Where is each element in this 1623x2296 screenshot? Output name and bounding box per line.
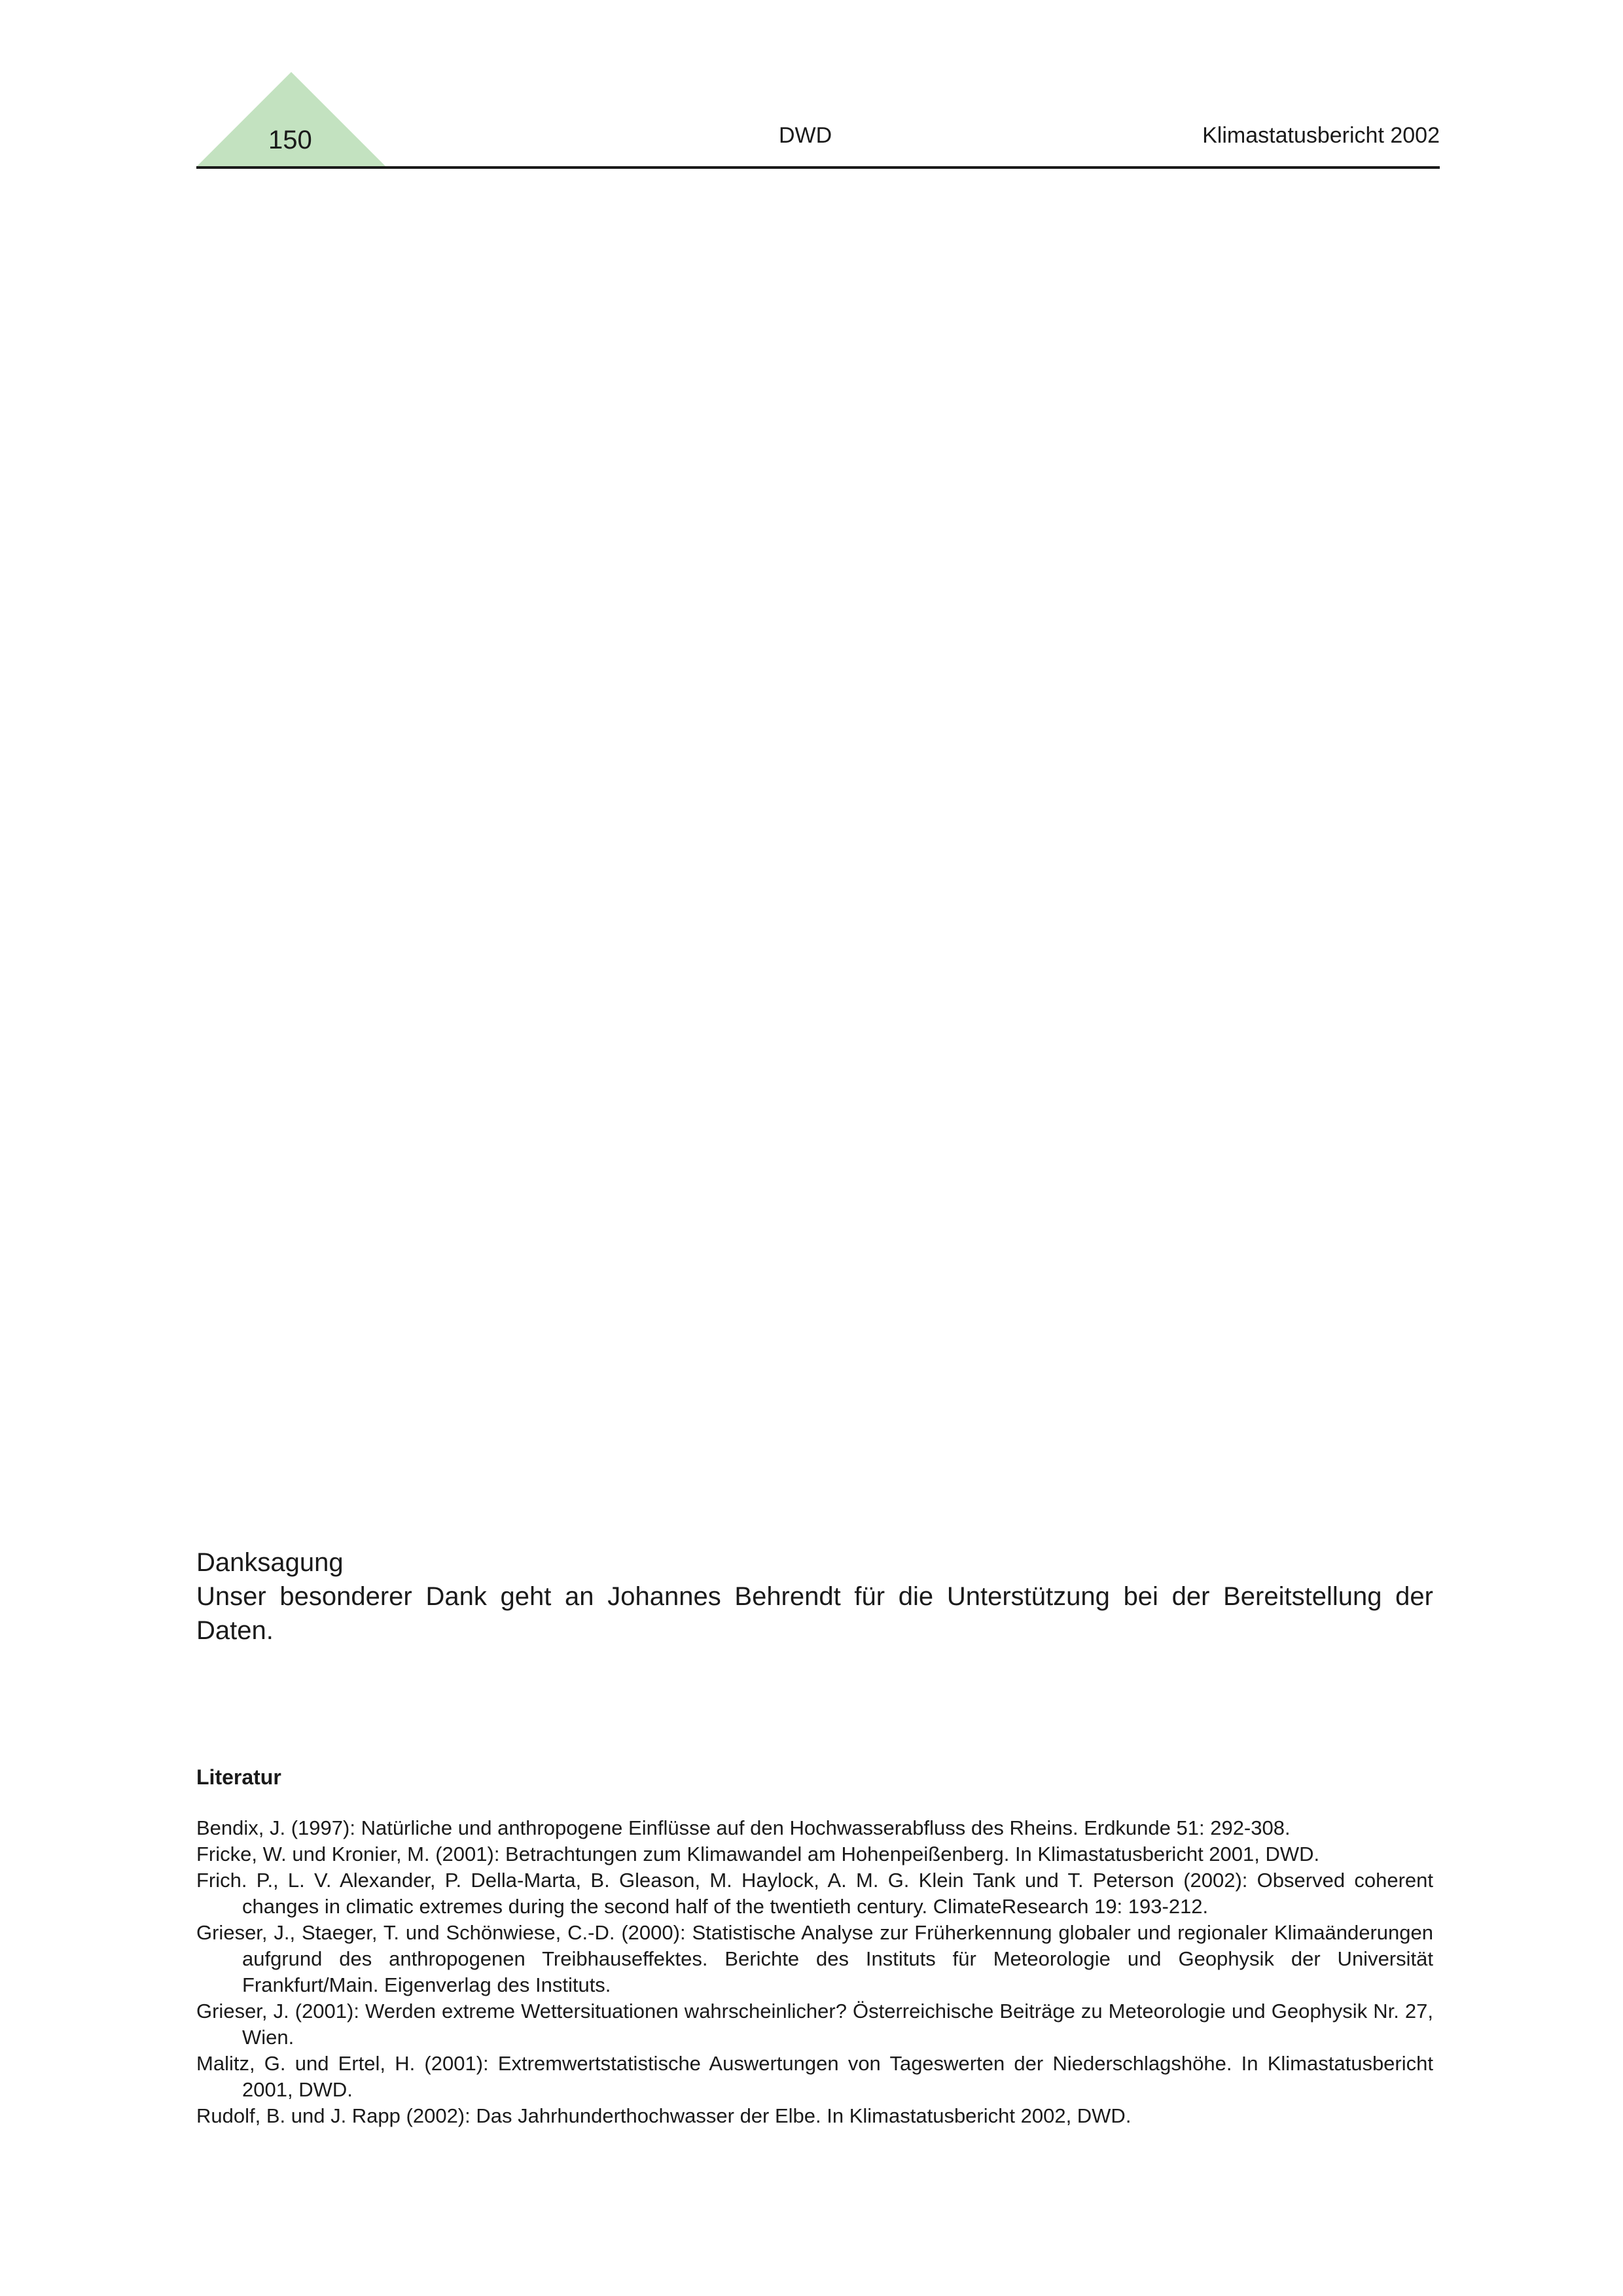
reference-list: [196, 1815, 1433, 2129]
reference-item: Fricke, W. und Kronier, M. (2001): Betrachtungen zum Klimawandel am Hohenpeißenberg. In Klimastatusbericht 2001, DWD.: [196, 1843, 1320, 1865]
page-header: [196, 65, 1440, 170]
header-publisher: DWD: [779, 123, 832, 148]
literature-title: Literatur: [196, 1765, 281, 1789]
page-number-tab: [196, 72, 386, 167]
acknowledgement-body: Unser besonderer Dank geht an Johannes Behrendt für die Unterstützung bei der Bereitstellung der Daten.: [196, 1582, 1433, 1645]
reference-item: Frich. P., L. V. Alexander, P. Della-Marta, B. Gleason, M. Haylock, A. M. G. Klein Tank und T. Peterson (2002): Observed coherent changes in climatic extremes during the second half of the twentieth century. ClimateResearch 19: 193-212.: [196, 1869, 1433, 1918]
acknowledgement-title: Danksagung: [196, 1548, 344, 1577]
reference-item: Malitz, G. und Ertel, H. (2001): Extremwertstatistische Auswertungen von Tageswerten der Niederschlagshöhe. In Klimastatusbericht 2001, DWD.: [196, 2052, 1433, 2101]
acknowledgement-section: [196, 1545, 1433, 1648]
reference-item: Grieser, J. (2001): Werden extreme Wettersituationen wahrscheinlicher? Österreichische Beiträge zu Meteorologie und Geophysik Nr. 27, Wien.: [196, 2000, 1433, 2049]
page-number: 150: [268, 126, 312, 154]
reference-item: Bendix, J. (1997): Natürliche und anthropogene Einflüsse auf den Hochwasserabfluss des Rheins. Erdkunde 51: 292-308.: [196, 1816, 1291, 1839]
header-rule: [196, 166, 1440, 169]
header-publication-title: Klimastatusbericht 2002: [1202, 123, 1440, 148]
reference-item: Rudolf, B. und J. Rapp (2002): Das Jahrhunderthochwasser der Elbe. In Klimastatusbericht 2002, DWD.: [196, 2104, 1132, 2127]
reference-item: Grieser, J., Staeger, T. und Schönwiese, C.-D. (2000): Statistische Analyse zur Früherkennung globaler und regionaler Klimaänderungen aufgrund des anthropogenen Treibhauseffektes. Berichte des Instituts für Meteorologie und Geophysik der Universität Frankfurt/Main. Eigenverlag des Instituts.: [196, 1921, 1433, 1996]
